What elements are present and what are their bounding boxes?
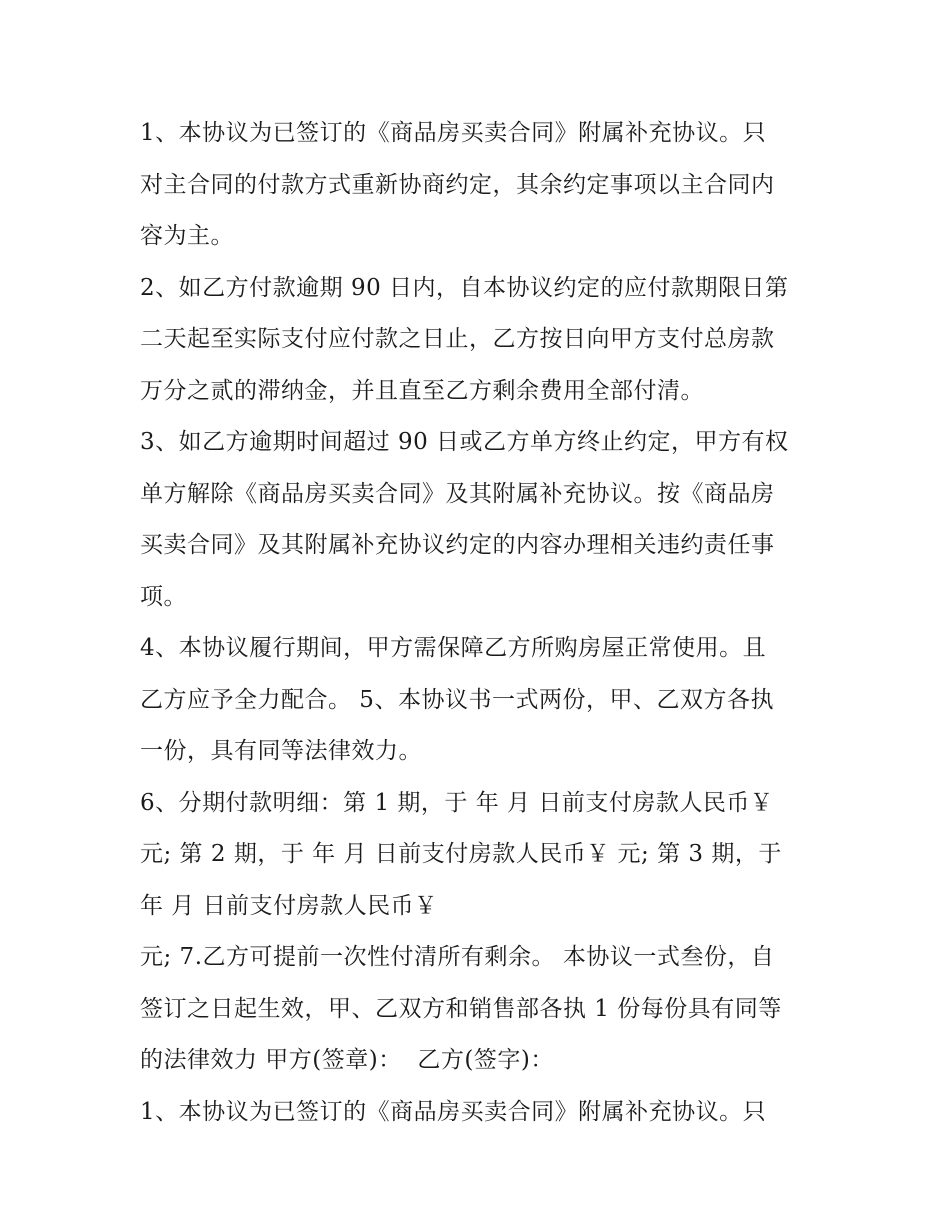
text-line: 2、如乙方付款逾期 90 日内，自本协议约定的应付款期限日第 (140, 274, 789, 301)
text-line: 6、分期付款明细：第 1 期，于 年 月 日前支付房款人民币￥ (140, 789, 774, 816)
text-line: 年 月 日前支付房款人民币￥ (140, 892, 438, 919)
text-line: 单方解除《商品房买卖合同》及其附属补充协议。按《商品房 (140, 480, 775, 507)
text-line: 万分之贰的滞纳金，并且直至乙方剩余费用全部付清。 (140, 377, 704, 404)
text-line: 买卖合同》及其附属补充协议约定的内容办理相关违约责任事 (140, 532, 775, 558)
document-body (140, 108, 820, 1138)
text-line: 签订之日起生效，甲、乙双方和销售部各执 1 份每份具有同等 (140, 995, 782, 1022)
text-line: 1、本协议为已签订的《商品房买卖合同》附属补充协议。只 (140, 1098, 767, 1125)
text-line: 元; 7.乙方可提前一次性付清所有剩余。 本协议一式叁份，自 (140, 944, 775, 970)
text-line: 对主合同的付款方式重新协商约定，其余约定事项以主合同内 (140, 171, 775, 198)
text-line: 元; 第 2 期，于 年 月 日前支付房款人民币￥ 元; 第 3 期，于 (140, 841, 782, 867)
text-line: 容为主。 (140, 223, 234, 249)
text-line: 项。 (140, 583, 187, 610)
text-line: 1、本协议为已签订的《商品房买卖合同》附属补充协议。只 (140, 120, 767, 146)
text-line: 3、如乙方逾期时间超过 90 日或乙方单方终止约定，甲方有权 (140, 429, 789, 455)
text-line: 4、本协议履行期间，甲方需保障乙方所购房屋正常使用。且 (140, 635, 767, 661)
text-line: 的法律效力 甲方(签章)： 乙方(签字)： (140, 1047, 554, 1073)
text-line: 乙方应予全力配合。 5、本协议书一式两份，甲、乙双方各执 (140, 686, 774, 713)
text-line: 二天起至实际支付应付款之日止，乙方按日向甲方支付总房款 (140, 326, 775, 352)
text-line: 一份，具有同等法律效力。 (140, 738, 422, 764)
